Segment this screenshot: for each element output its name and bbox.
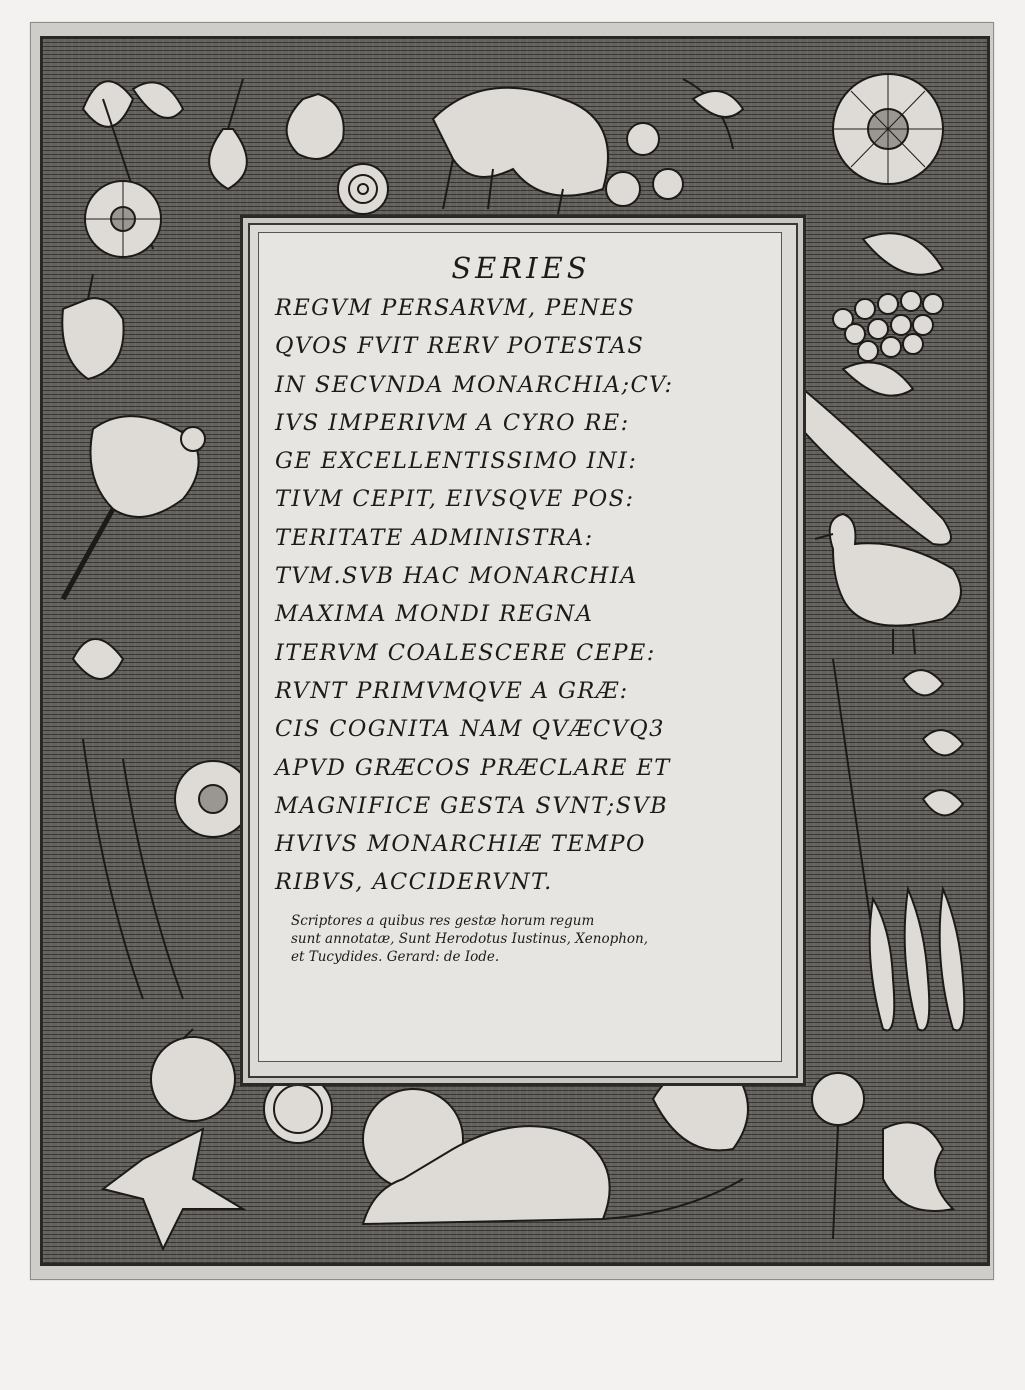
pear-icon [287,94,344,159]
text-line: ITERVM COALESCERE CEPE: [275,639,656,666]
note-line: et Tucydides. Gerard: de Iode. [291,948,500,965]
cucumber-icon [793,362,951,544]
acanthus-leaf-icon [883,1122,953,1211]
text-line: GE EXCELLENTISSIMO INI: [275,448,638,475]
text-line: QVOS FVIT RERV POTESTAS [275,333,645,360]
poppy-seed-head-icon [812,1073,864,1239]
text-line: CIS COGNITA NAM QVÆCVQ3 [275,716,665,743]
text-line: IN SECVNDA MONARCHIA;CV: [275,371,674,398]
text-tablet [258,232,782,1062]
parrot-icon [63,416,205,599]
page-title: SERIES [451,251,591,285]
apple-icon [151,1029,235,1121]
text-line: TIVM CEPIT, EIVSQVE POS: [275,486,635,513]
garlic-bulb-icon [209,79,247,189]
text-line: RVNT PRIMVMQVE A GRÆ: [275,677,629,704]
text-line: REGVM PERSARVM, PENES [275,295,636,321]
title-text-block [275,289,767,902]
text-line: IVS IMPERIVM A CYRO RE: [275,409,630,436]
hellebore-flower-icon [833,74,943,184]
lily-flower-icon [103,1129,243,1249]
text-line: HVIVS MONARCHIÆ TEMPO [275,831,646,858]
grapes-icon [833,233,943,361]
text-line: MAXIMA MONDI REGNA [275,601,594,628]
snail-icon [338,164,388,214]
hedgehog-animal-icon [433,88,608,214]
daffodil-icon [73,639,251,999]
note-line: sunt annotatæ, Sunt Herodotus Iustinus, Xenophon, [291,930,649,947]
text-line: TERITATE ADMINISTRA: [275,524,594,551]
pomegranate-icon [62,274,123,379]
text-line: RIBVS, ACCIDERVNT. [275,869,553,896]
text-line: MAGNIFICE GESTA SVNT;SVB [275,792,669,819]
wild-rose-icon [85,181,161,257]
note-line: Scriptores a quibus res gestæ horum regum [291,912,595,929]
text-line: TVM.SVB HAC MONARCHIA [275,563,638,590]
author-notes [275,912,767,966]
text-line: APVD GRÆCOS PRÆCLARE ET [275,754,671,781]
pea-pods-icon [870,889,965,1030]
strawberry-plant-icon [606,79,743,206]
